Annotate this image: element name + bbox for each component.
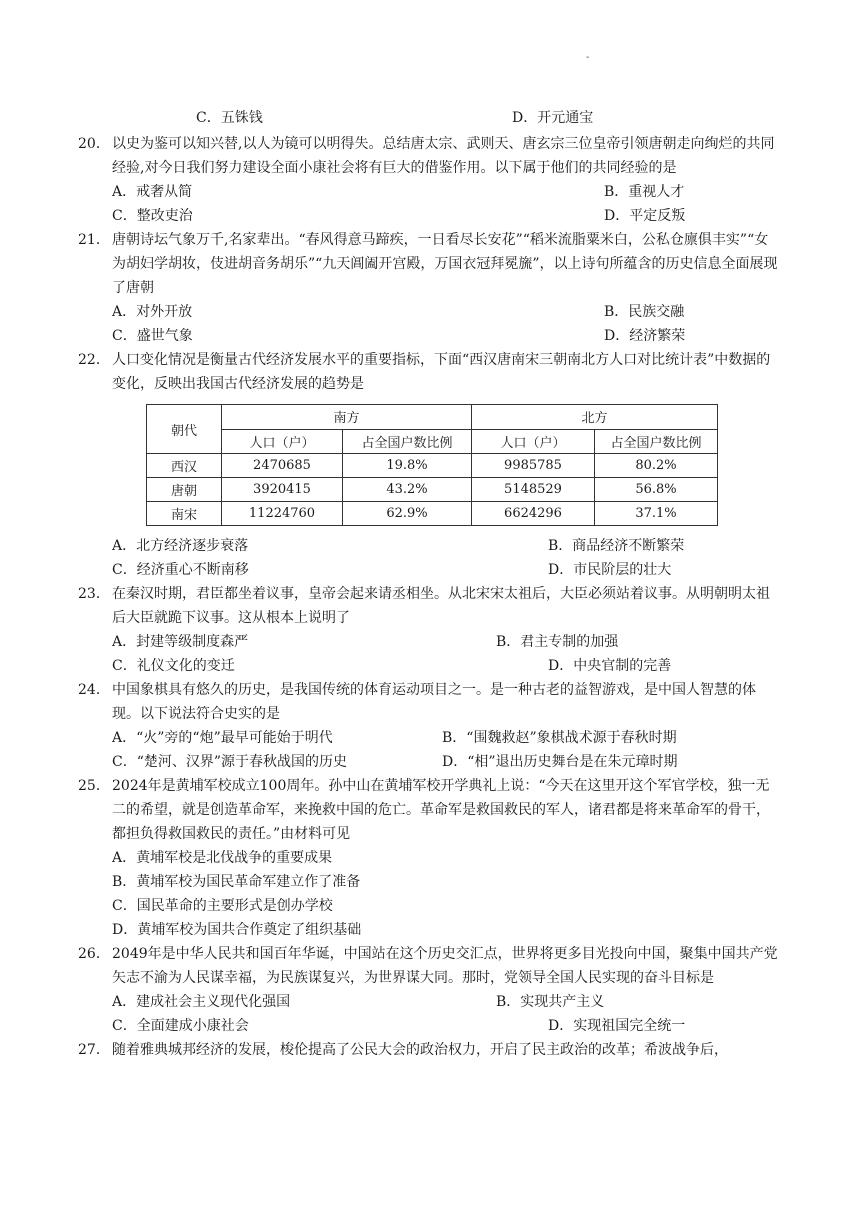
table-row [147,478,718,502]
cell-dynasty: 唐朝 [147,478,222,502]
question-20 [78,132,782,228]
header-north: 北方 [472,405,718,430]
option-d: D．“相”退出历史舞台是在朱元璋时期 [442,754,678,770]
question-26 [78,942,782,1038]
question-21 [78,228,782,348]
option-c: C．礼仪文化的变迁 [112,658,235,674]
page-header-mark: - [586,52,590,63]
option-b: B．重视人才 [604,184,685,200]
cell-north-ratio: 56.8% [595,478,718,502]
question-number: 24． [78,682,110,698]
question-number: 22． [78,352,110,368]
cell-north-pop: 9985785 [472,454,595,478]
question-number: 27． [78,1042,110,1058]
cell-south-pop: 3920415 [222,478,343,502]
option-a: A．北方经济逐步衰落 [112,538,249,554]
question-number: 25． [78,778,110,794]
question-stem: 2024年是黄埔军校成立100周年。孙中山在黄埔军校开学典礼上说：“今天在这里开这个军官学校，独一无二的希望，就是创造革命军，来挽救中国的危亡。革命军是救国救民的军人，诸君都是将来革命军的骨干，都担负得救国救民的责任。”由材料可见 [112,778,770,842]
question-stem: 以史为鉴可以知兴替,以人为镜可以明得失。总结唐太宗、武则天、唐玄宗三位皇帝引领唐朝走向绚烂的共同经验,对今日我们努力建设全面小康社会将有巨大的借鉴作用。以下属于他们的共同经验的是 [112,136,775,176]
question-number: 26． [78,946,110,962]
header-south-ratio: 占全国户数比例 [343,429,472,454]
option-d: D．实现祖国完全统一 [548,1018,686,1034]
option-c: C．全面建成小康社会 [112,1018,249,1034]
option-c: C．经济重心不断南移 [112,562,249,578]
question-27 [78,1038,782,1062]
option-d: D．中央官制的完善 [548,658,672,674]
cell-south-ratio: 19.8% [343,454,472,478]
cell-dynasty: 西汉 [147,454,222,478]
question-number: 20． [78,136,110,152]
option-d: D．平定反叛 [604,208,686,224]
table-row [147,454,718,478]
cell-north-pop: 6624296 [472,502,595,526]
question-number: 23． [78,586,110,602]
option-a: A．戒奢从简 [112,184,193,200]
option-d: D．开元通宝 [512,110,594,126]
question-23 [78,582,782,678]
question-22 [78,348,782,582]
option-b: B．黄埔军校为国民革命军建立作了准备 [112,874,361,890]
cell-north-pop: 5148529 [472,478,595,502]
option-a: A．对外开放 [112,304,193,320]
option-c: C．国民革命的主要形式是创办学校 [112,898,333,914]
option-d: D．经济繁荣 [604,328,686,344]
question-stem: 中国象棋具有悠久的历史，是我国传统的体育运动项目之一。是一种古老的益智游戏，是中国人智慧的体现。以下说法符合史实的是 [112,682,756,722]
option-a: A．“火”旁的“炮”最早可能始于明代 [112,730,333,746]
header-north-pop: 人口（户） [472,429,595,454]
option-b: B．民族交融 [604,304,685,320]
cell-north-ratio: 37.1% [595,502,718,526]
header-north-ratio: 占全国户数比例 [595,429,718,454]
option-d: D．黄埔军校为国共合作奠定了组织基础 [112,922,362,938]
header-south: 南方 [222,405,472,430]
option-b: B．商品经济不断繁荣 [548,538,685,554]
population-table [146,404,718,526]
option-b: B．君主专制的加强 [496,634,619,650]
option-b: B．“围魏救赵”象棋战术源于春秋时期 [442,730,677,746]
question-stem: 人口变化情况是衡量古代经济发展水平的重要指标，下面“西汉唐南宋三朝南北方人口对比统计表”中数据的变化，反映出我国古代经济发展的趋势是 [112,352,771,392]
cell-south-ratio: 43.2% [343,478,472,502]
cell-north-ratio: 80.2% [595,454,718,478]
option-a: A．封建等级制度森严 [112,634,249,650]
question-stem: 2049年是中华人民共和国百年华诞，中国站在这个历史交汇点，世界将更多目光投向中国，聚集中国共产党矢志不渝为人民谋幸福，为民族谋复兴，为世界谋大同。那时，党领导全国人民实现的奋斗目标是 [112,946,778,986]
question-list [78,132,782,1062]
header-dynasty: 朝代 [147,405,222,454]
cell-dynasty: 南宋 [147,502,222,526]
question-stem: 随着雅典城邦经济的发展，梭伦提高了公民大会的政治权力，开启了民主政治的改革；希波战争后， [112,1042,728,1058]
option-c: C．“楚河、汉界”源于春秋战国的历史 [112,754,348,770]
prev-question-options [196,106,756,130]
option-d: D．市民阶层的壮大 [548,562,672,578]
question-25 [78,774,782,942]
option-b: B．实现共产主义 [496,994,605,1010]
cell-south-ratio: 62.9% [343,502,472,526]
question-stem: 在秦汉时期，君臣都坐着议事，皇帝会起来请丞相坐。从北宋宋太祖后，大臣必须站着议事。从明朝明太祖后大臣就跪下议事。这从根本上说明了 [112,586,770,626]
option-c: C．盛世气象 [112,328,193,344]
option-c: C．整改吏治 [112,208,193,224]
question-24 [78,678,782,774]
option-c: C．五铢钱 [196,110,263,126]
cell-south-pop: 11224760 [222,502,343,526]
header-south-pop: 人口（户） [222,429,343,454]
table-row [147,502,718,526]
cell-south-pop: 2470685 [222,454,343,478]
question-number: 21． [78,232,110,248]
question-stem: 唐朝诗坛气象万千,名家辈出。“春风得意马蹄疾，一日看尽长安花”“稻米流脂粟米白，公私仓廪俱丰实”“女为胡妇学胡妆，伎进胡音务胡乐”“九天阊阖开宫殿，万国衣冠拜冕旒”，以上诗句所蕴含的历史信息全面展现了唐朝 [112,232,778,296]
option-a: A．建成社会主义现代化强国 [112,994,291,1010]
option-a: A．黄埔军校是北伐战争的重要成果 [112,850,333,866]
